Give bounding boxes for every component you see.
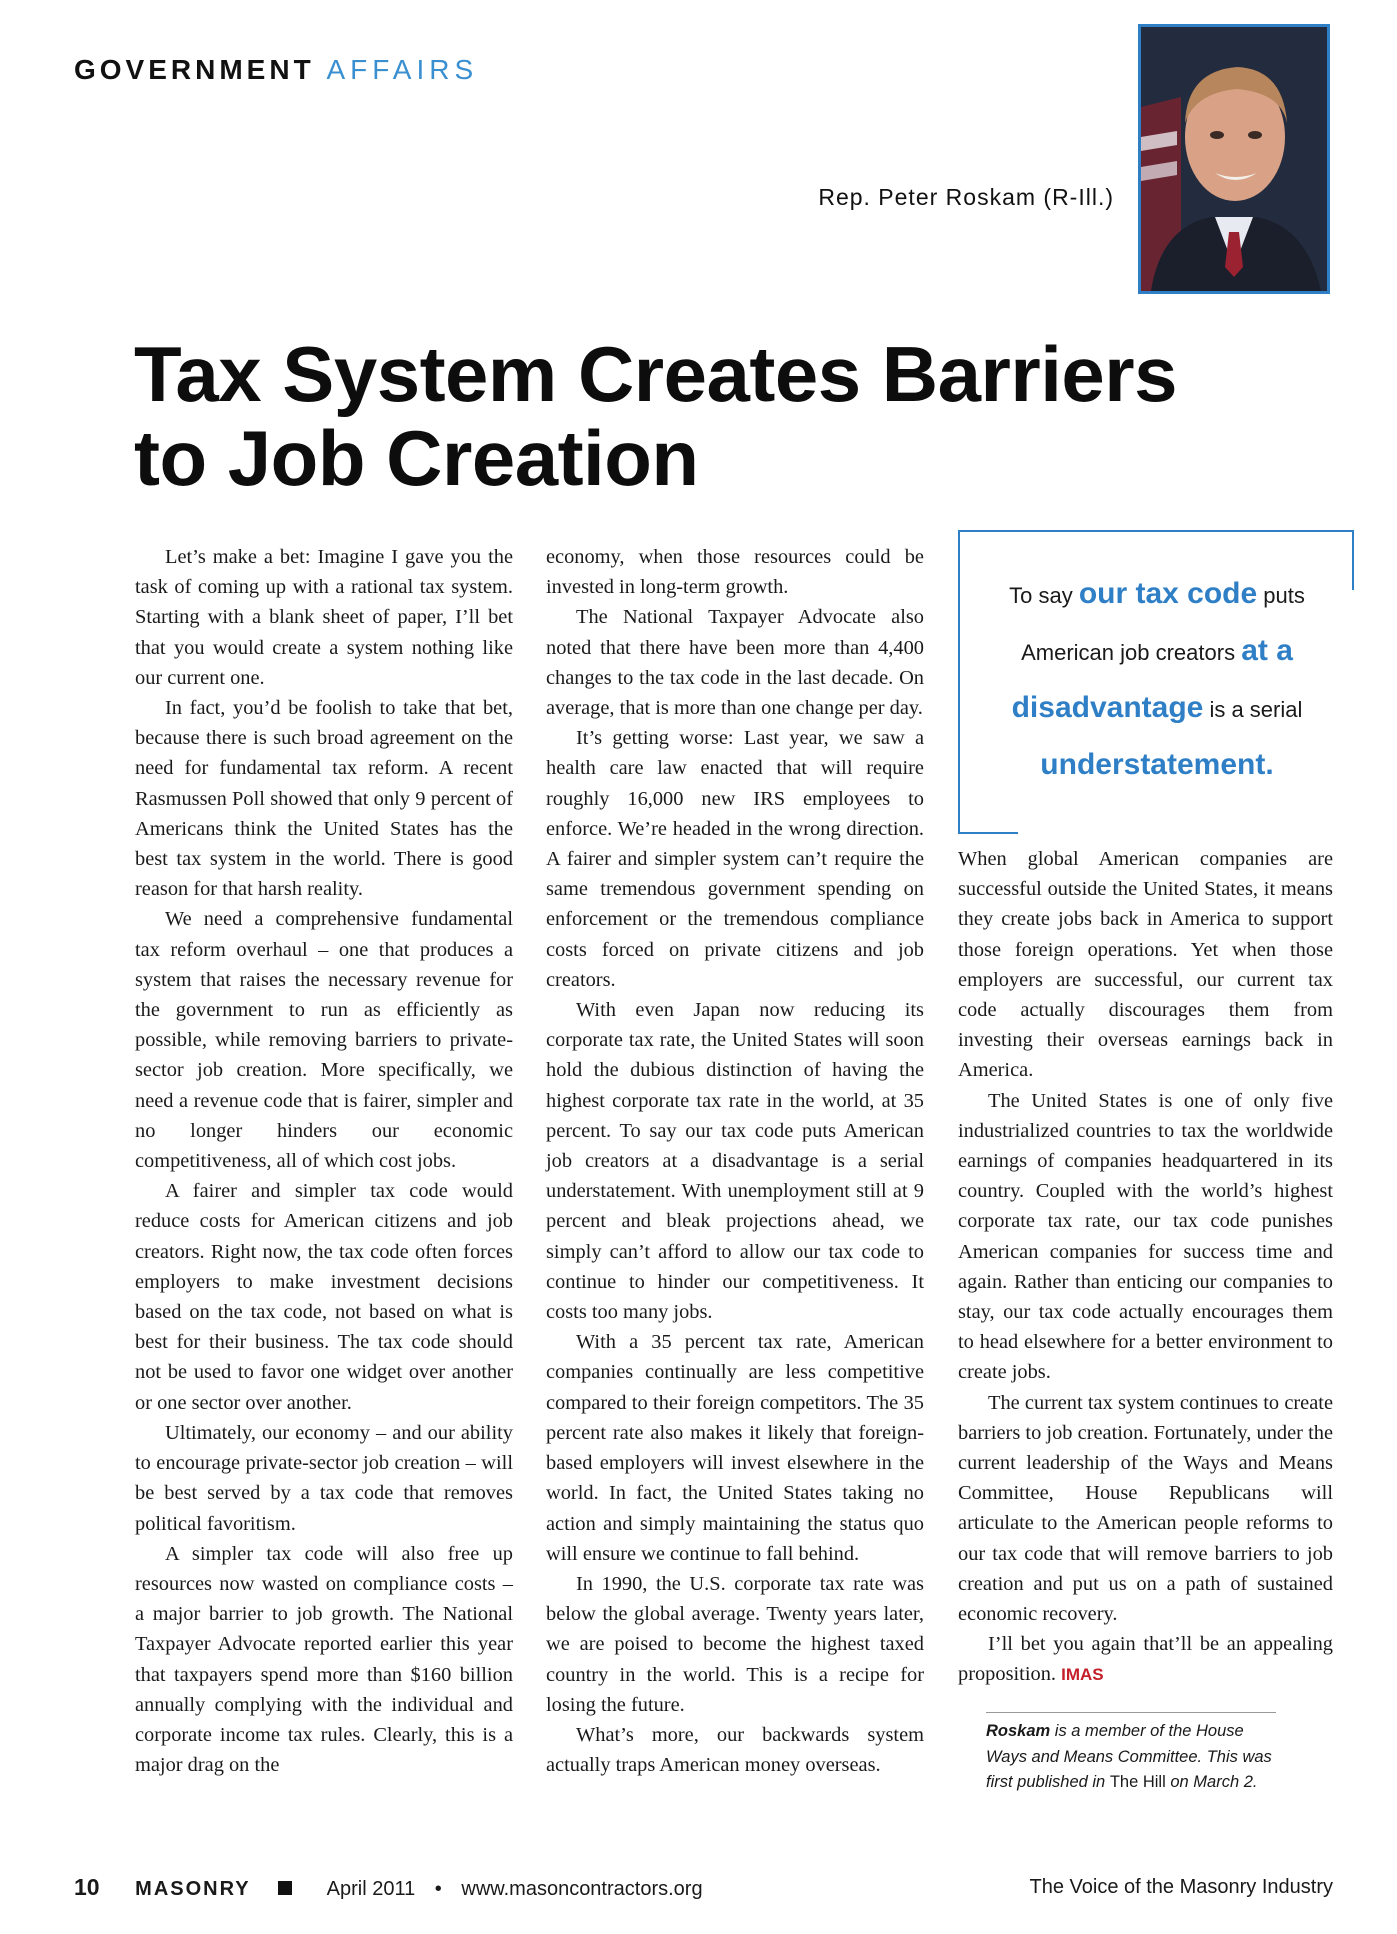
paragraph: With even Japan now reducing its corporate tax rate, the United States will soon hold the dubious distinction of having the highest corporate tax rate in the world, at 35 percent. To say our tax code puts American job creators at a disadvantage is a serial understatement. With unemployment still at 9 percent and bleak projections ahead, we simply can’t afford to allow our tax code to continue to hinder our competitiveness. It costs too many jobs. xyxy=(546,999,924,1324)
author-portrait xyxy=(1138,24,1330,294)
headline-line-1: Tax System Creates Barriers xyxy=(134,330,1178,418)
article-column-1 xyxy=(135,542,513,1780)
pull-quote-highlight: understatement. xyxy=(1040,748,1274,781)
pull-quote-part: To say xyxy=(1009,583,1079,608)
article-column-3 xyxy=(958,844,1333,1691)
square-bullet-icon xyxy=(278,1881,292,1895)
author-note-text: is a member of the House Ways and Means Committee. This was first published in xyxy=(986,1722,1272,1791)
pull-quote-border-left xyxy=(958,530,960,834)
author-note-name: Roskam xyxy=(986,1722,1051,1740)
pull-quote-border-top xyxy=(958,530,1354,532)
pull-quote-part: puts American job creators xyxy=(1021,583,1305,665)
section-label xyxy=(74,54,478,86)
author-note xyxy=(986,1712,1276,1796)
paragraph: In fact, you’d be foolish to take that bet, because there is such broad agreement on the need for fundamental tax reform. A recent Rasmussen Poll showed that only 9 percent of Americans think the United States has the best tax system in the world. There is good reason for that harsh reality. xyxy=(135,697,513,901)
pull-quote-highlight: our tax code xyxy=(1078,577,1258,610)
headline xyxy=(134,332,1314,500)
footer-left xyxy=(74,1874,703,1901)
footer-website-link[interactable]: www.masoncontractors.org xyxy=(461,1878,703,1900)
author-byline: Rep. Peter Roskam (R-Ill.) xyxy=(818,184,1114,210)
paragraph: The United States is one of only five industrialized countries to tax the worldwide earnings of companies headquartered in its country. Coupled with the world’s highest corporate tax rate, our tax code punishes American companies for success time and again. Rather than enticing our companies to stay, our tax code actually encourages them to head elsewhere for a better environment to create jobs. xyxy=(958,1089,1333,1384)
headline-line-2: to Job Creation xyxy=(134,414,699,502)
paragraph: economy, when those resources could be invested in long-term growth. xyxy=(546,546,924,599)
paragraph-final-text: I’ll bet you again that’ll be an appealing proposition. xyxy=(958,1633,1333,1686)
paragraph: What’s more, our backwards system actually traps American money overseas. xyxy=(546,1723,924,1777)
paragraph: Let’s make a bet: Imagine I gave you the task of coming up with a rational tax system. Starting with a blank sheet of paper, I’ll bet that you would create a system nothing like our current one. xyxy=(135,546,513,689)
article-column-2 xyxy=(546,542,924,1780)
paragraph: The National Taxpayer Advocate also noted that there have been more than 4,400 changes to the tax code in the last decade. On average, that is more than one change per day. xyxy=(546,606,924,720)
magazine-name: MASONRY xyxy=(135,1878,251,1900)
paragraph: With a 35 percent tax rate, American companies continually are less competitive compared to their foreign competitors. The 35 percent rate also makes it likely that foreign-based employers will invest elsewhere in the world. In fact, the United States taking no action and simply maintaining the status quo will ensure we continue to fall behind. xyxy=(546,1331,924,1565)
pull-quote-border-right xyxy=(1352,530,1354,590)
paragraph: When global American companies are successful outside the United States, it means they create jobs back in America to support those foreign operations. Yet when those employers are successful, our current tax code actually discourages them from investing their overseas earnings back in America. xyxy=(958,848,1333,1082)
section-label-accent: AFFAIRS xyxy=(326,54,479,85)
pull-quote-highlight: at a disadvantage xyxy=(1011,634,1293,724)
pull-quote-text xyxy=(980,566,1334,794)
paragraph-final xyxy=(958,1629,1333,1690)
pull-quote-border-bottom xyxy=(958,832,1018,834)
author-note-publication: The Hill xyxy=(1109,1773,1166,1791)
end-mark: IMAS xyxy=(1061,1665,1104,1685)
pull-quote-part: is a serial xyxy=(1203,697,1303,722)
portrait-photo-icon xyxy=(1141,27,1327,291)
paragraph: In 1990, the U.S. corporate tax rate was below the global average. Twenty years later, we are poised to become the highest taxed country in the world. This is a recipe for losing the future. xyxy=(546,1572,924,1716)
footer-separator: • xyxy=(434,1878,442,1900)
paragraph: We need a comprehensive fundamental tax reform overhaul – one that produces a system that raises the necessary revenue for the government to run as efficiently as possible, while removing barriers to private-sector job creation. More specifically, we need a revenue code that is fairer, simpler and no longer hinders our economic competitiveness, all of which cost jobs. xyxy=(135,908,513,1173)
footer-tagline: The Voice of the Masonry Industry xyxy=(1029,1876,1333,1898)
paragraph: A simpler tax code will also free up resources now wasted on compliance costs – a major barrier to job growth. The National Taxpayer Advocate reported earlier this year that taxpayers spend more than $160 billion annually complying with the individual and corporate income tax rules. Clearly, this is a major drag on the xyxy=(135,1542,513,1777)
page-number: 10 xyxy=(74,1874,100,1900)
author-note-text: on March 2. xyxy=(1165,1773,1258,1791)
section-label-primary: GOVERNMENT xyxy=(74,54,315,85)
paragraph: It’s getting worse: Last year, we saw a health care law enacted that will require roughly 16,000 new IRS employees to enforce. We’re headed in the wrong direction. A fairer and simpler system can’t require the same tremendous government spending on enforcement or the tremendous compliance costs forced on private citizens and job creators. xyxy=(546,727,924,991)
paragraph: A fairer and simpler tax code would reduce costs for American citizens and job creators. Right now, the tax code often forces employers to make investment decisions based on the tax code, not based on what is best for their business. The tax code should not be used to favor one widget over another or one sector over another. xyxy=(135,1180,513,1414)
paragraph: The current tax system continues to create barriers to job creation. Fortunately, under the current leadership of the Ways and Means Committee, House Republicans will articulate to the American people reforms to our tax code that will remove barriers to job creation and put us on a path of sustained economic recovery. xyxy=(958,1391,1333,1626)
paragraph: Ultimately, our economy – and our ability to encourage private-sector job creation – will be best served by a tax code that removes political favoritism. xyxy=(135,1421,513,1535)
pull-quote-box xyxy=(958,530,1354,834)
issue-date: April 2011 xyxy=(326,1878,416,1900)
